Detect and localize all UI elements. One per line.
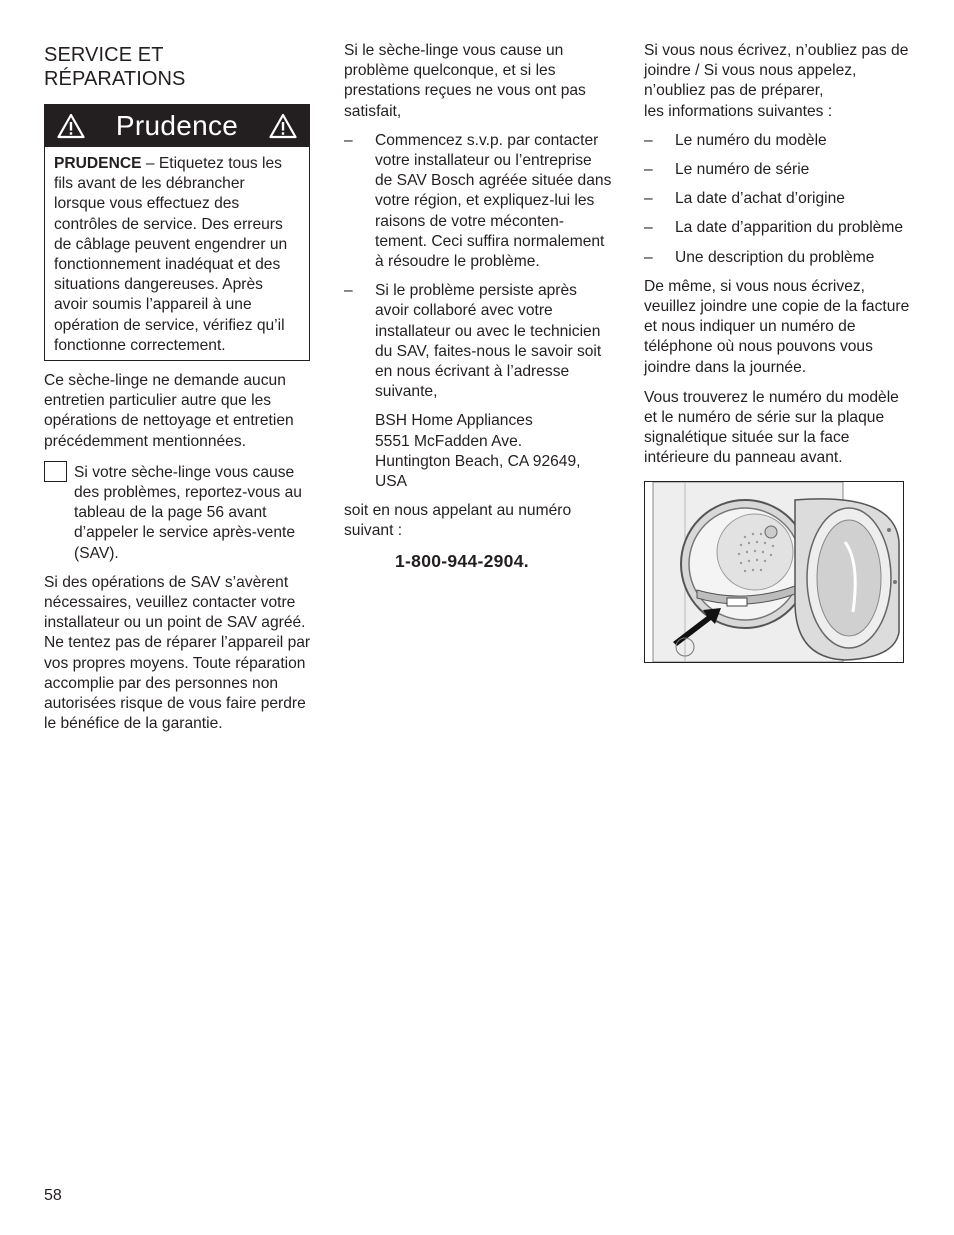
- caution-text: [54, 154, 300, 356]
- info-list: [644, 131, 914, 268]
- list-item-text: La date d’apparition du problème: [675, 219, 904, 237]
- list-item: [644, 248, 914, 268]
- dryer-illustration: [644, 481, 904, 663]
- list-item: [644, 160, 914, 180]
- list-dash: –: [644, 248, 653, 266]
- column-middle: [344, 40, 612, 571]
- caution-body: [45, 147, 309, 360]
- paragraph-nameplate: Vous trouverez le numéro du modèle et le numéro de série sur la plaque signalétique située sur la face intérieure du panneau avant.: [644, 388, 899, 467]
- list-item: [644, 218, 914, 238]
- caution-title: Prudence: [115, 110, 239, 141]
- list-item-text: Si le problème persiste après avoir collaboré avec votre installateur ou avec le technicien du SAV, faites-nous le savoir soit en nous écrivant à l’adresse suivante,: [375, 282, 602, 401]
- intro-line2: les informations suivantes :: [644, 102, 833, 120]
- list-item-text: Une description du problème: [675, 248, 875, 266]
- page-number: 58: [44, 1187, 62, 1204]
- list-dash: –: [644, 131, 653, 149]
- list-item: [344, 281, 612, 402]
- paragraph-maintenance: Ce sèche-linge ne demande aucun entretien particulier autre que les opérations de nettoyage et entretien précédemment mentionnées.: [44, 372, 294, 450]
- note-text: Si votre sèche-linge vous cause des problèmes, reportez-vous au tableau de la page 56 avant d’appeler le service après-vente (SAV).: [74, 463, 302, 562]
- list-item: [344, 131, 612, 272]
- paragraph-intro: Si le sèche-linge vous cause un problème quelconque, et si les prestations reçues ne vous ont pas satisfait,: [344, 42, 586, 120]
- caution-header: [45, 105, 309, 147]
- caution-body-text: – Etiquetez tous les fils avant de les débrancher lorsque vous effectuez des contrôles de service. Des erreurs de câblage peuvent engendrer un fonctionnement inadéquat et des situations dangereuses. Après avoir soumis l’appareil à une opération de service, vérifiez qu’il fonctionne correctement.: [54, 155, 288, 354]
- column-left: [44, 40, 314, 734]
- paragraph-contact-intro: [644, 41, 914, 122]
- caution-lead: PRUDENCE: [54, 155, 142, 172]
- list-item-text: Le numéro de série: [675, 161, 810, 179]
- phone-number: 1-800-944-2904.: [395, 550, 529, 571]
- address-line: USA: [375, 473, 408, 491]
- note-box-icon: [44, 461, 67, 482]
- list-item-text: Commencez s.v.p. par contacter votre installateur ou l’entreprise de SAV Bosch agréée située dans votre région, et expliquez-lui les raisons de votre méconten-tement. Ceci suffira normalement à résoudre le problème.: [375, 131, 612, 271]
- section-title: [44, 43, 314, 91]
- address-block: [344, 411, 612, 492]
- list-item: [644, 189, 914, 209]
- paragraph-call: soit en nous appelant au numéro suivant :: [344, 502, 572, 540]
- address-line: Huntington Beach, CA 92649,: [375, 452, 581, 470]
- dryer-open-door-image: [645, 482, 903, 662]
- section-title-line2: RÉPARATIONS: [44, 68, 186, 90]
- list-dash: –: [644, 190, 653, 208]
- address-line: 5551 McFadden Ave.: [375, 432, 523, 450]
- address-line: BSH Home Appliances: [375, 412, 533, 430]
- column-right: [644, 40, 914, 663]
- note: [44, 463, 314, 564]
- warning-triangle-icon: [57, 113, 85, 139]
- list-item-text: Le numéro du modèle: [675, 131, 827, 149]
- section-title-line1: SERVICE ET: [44, 44, 164, 66]
- list-dash: –: [344, 131, 353, 149]
- paragraph-invoice: De même, si vous nous écrivez, veuillez joindre une copie de la facture et nous indiquer un numéro de téléphone où nous pouvons vous joindre dans la journée.: [644, 277, 910, 376]
- list-dash: –: [344, 282, 353, 300]
- list-item: [644, 131, 914, 151]
- list-dash: –: [644, 161, 653, 179]
- caution-box: [44, 104, 310, 361]
- paragraph-sav: Si des opérations de SAV s’avèrent nécessaires, veuillez contacter votre installateur ou un point de SAV agréé. Ne tentez pas de réparer l’appareil par vos propres moyens. Toute réparation accomplie par des personnes non autorisées risque de vous faire perdre le bénéfice de la garantie.: [44, 573, 311, 733]
- list-dash: –: [644, 219, 653, 237]
- intro-line1: Si vous nous écrivez, n’oubliez pas de joindre / Si vous nous appelez, n’oubliez pas de préparer,: [644, 42, 909, 100]
- list-item-text: La date d’achat d’origine: [675, 190, 845, 208]
- warning-triangle-icon: [269, 113, 297, 139]
- dash-list: [344, 131, 612, 403]
